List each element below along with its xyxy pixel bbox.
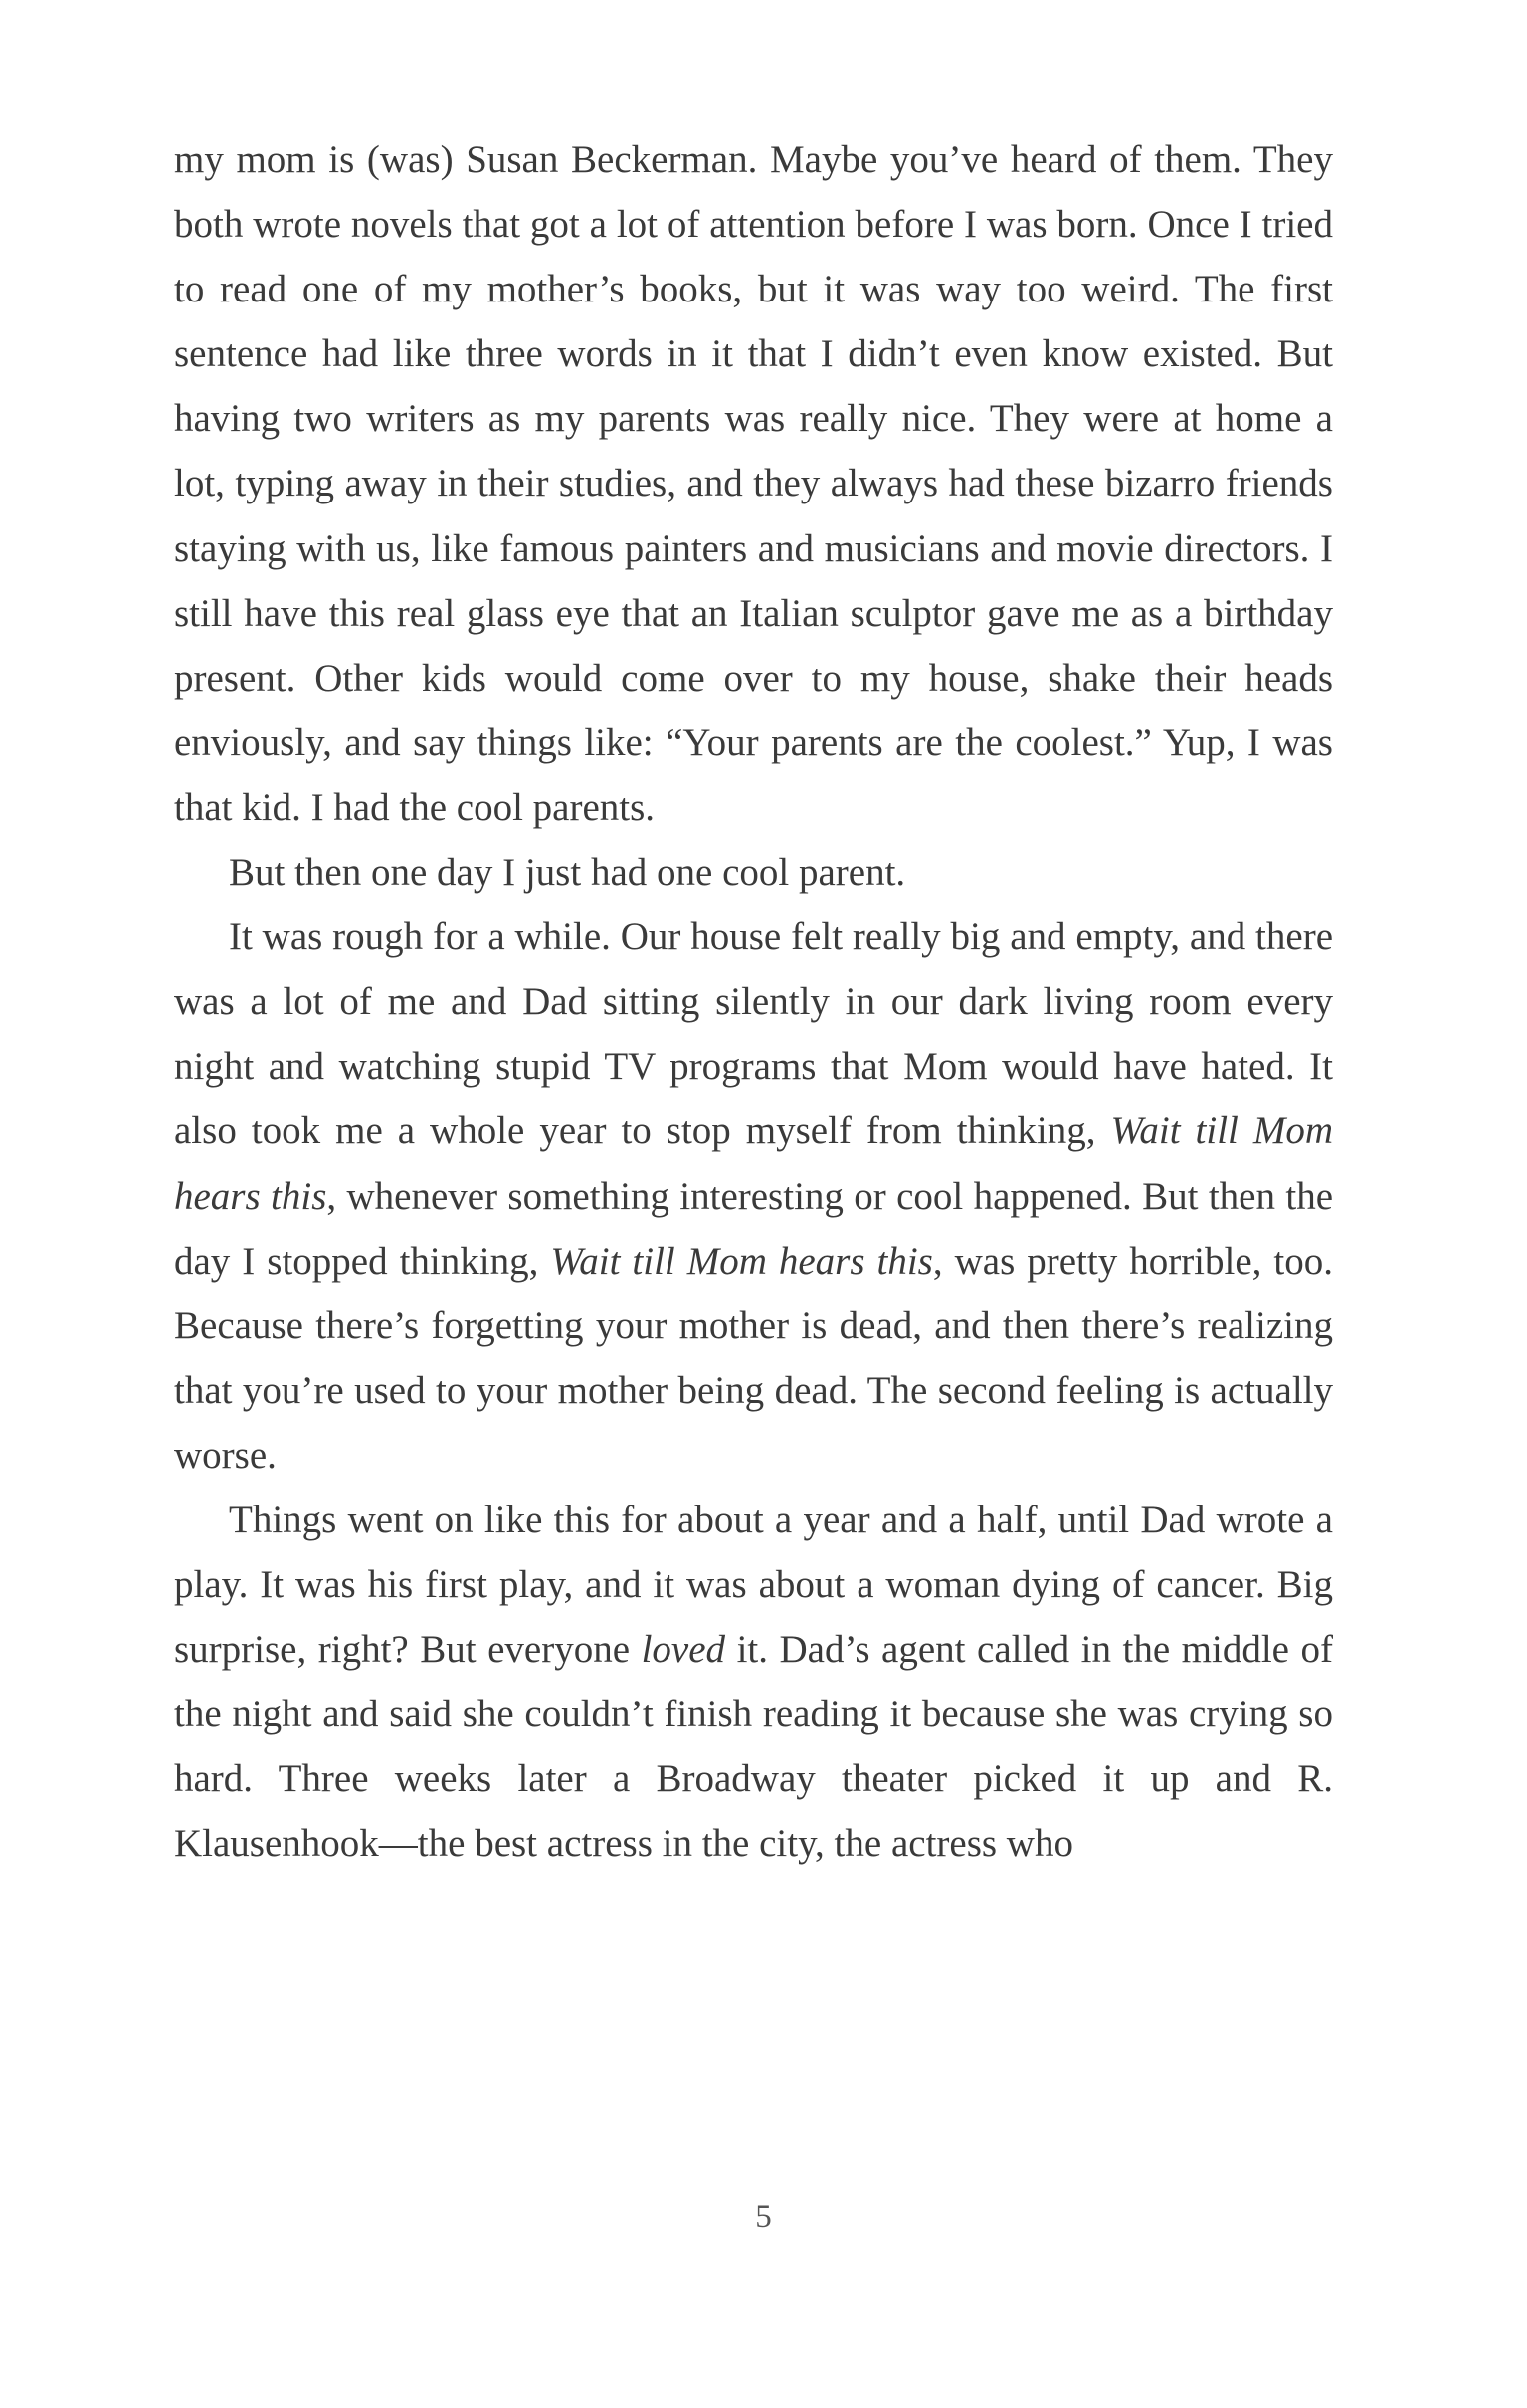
paragraph-2 bbox=[174, 840, 1333, 904]
body-text bbox=[174, 127, 1333, 1877]
italic-text-segment: loved bbox=[641, 1628, 726, 1672]
page-number: 5 bbox=[755, 2199, 772, 2235]
italic-text-segment: Wait till Mom hears this bbox=[550, 1239, 933, 1283]
text-segment: But then one day I just had one cool parent. bbox=[229, 851, 906, 895]
text-segment: Things went on like this for about a year and a half, until Dad wrote a play. It was his first play, and it was about a woman dying of cancer. Big surprise, right? But everyone bbox=[174, 1498, 1333, 1672]
paragraph-1 bbox=[174, 127, 1333, 840]
italic-text-segment: Wait till Mom hears this bbox=[174, 1109, 1333, 1218]
text-segment: It was rough for a while. Our house felt really big and empty, and there was a lot of me and Dad sitting silently in our dark living room every night and watching stupid TV programs that Mom would have hated. It also took me a whole year to stop myself from thinking, bbox=[174, 915, 1333, 1153]
text-segment: it. Dad’s agent called in the middle of the night and said she couldn’t finish reading it because she was crying so hard. Three weeks later a Broadway theater picked it up and R. Klausenhook—the best actress in the city, the actress who bbox=[174, 1628, 1334, 1866]
paragraph-4 bbox=[174, 1488, 1333, 1877]
text-segment: , was pretty horrible, too. Because there’s forgetting your mother is dead, and then there’s realizing that you’re used to your mother being dead. The second feeling is actually worse. bbox=[174, 1239, 1333, 1477]
paragraph-3 bbox=[174, 904, 1333, 1488]
text-segment: , whenever something interesting or cool happened. But then the day I stopped thinking, bbox=[174, 1174, 1333, 1283]
text-segment: my mom is (was) Susan Beckerman. Maybe you’ve heard of them. They both wrote novels that got a lot of attention before I was born. Once I tried to read one of my mother’s books, but it was way too weird. The first sentence had like three words in it that I didn’t even know existed. But having two writers as my parents was really nice. They were at home a lot, typing away in their studies, and they always had these bizarro friends staying with us, like famous painters and musicians and movie directors. I still have this real glass eye that an Italian sculptor gave me as a birthday present. Other kids would come over to my house, shake their heads enviously, and say things like: “Your parents are the coolest.” Yup, I was that kid. I had the cool parents. bbox=[174, 138, 1333, 829]
